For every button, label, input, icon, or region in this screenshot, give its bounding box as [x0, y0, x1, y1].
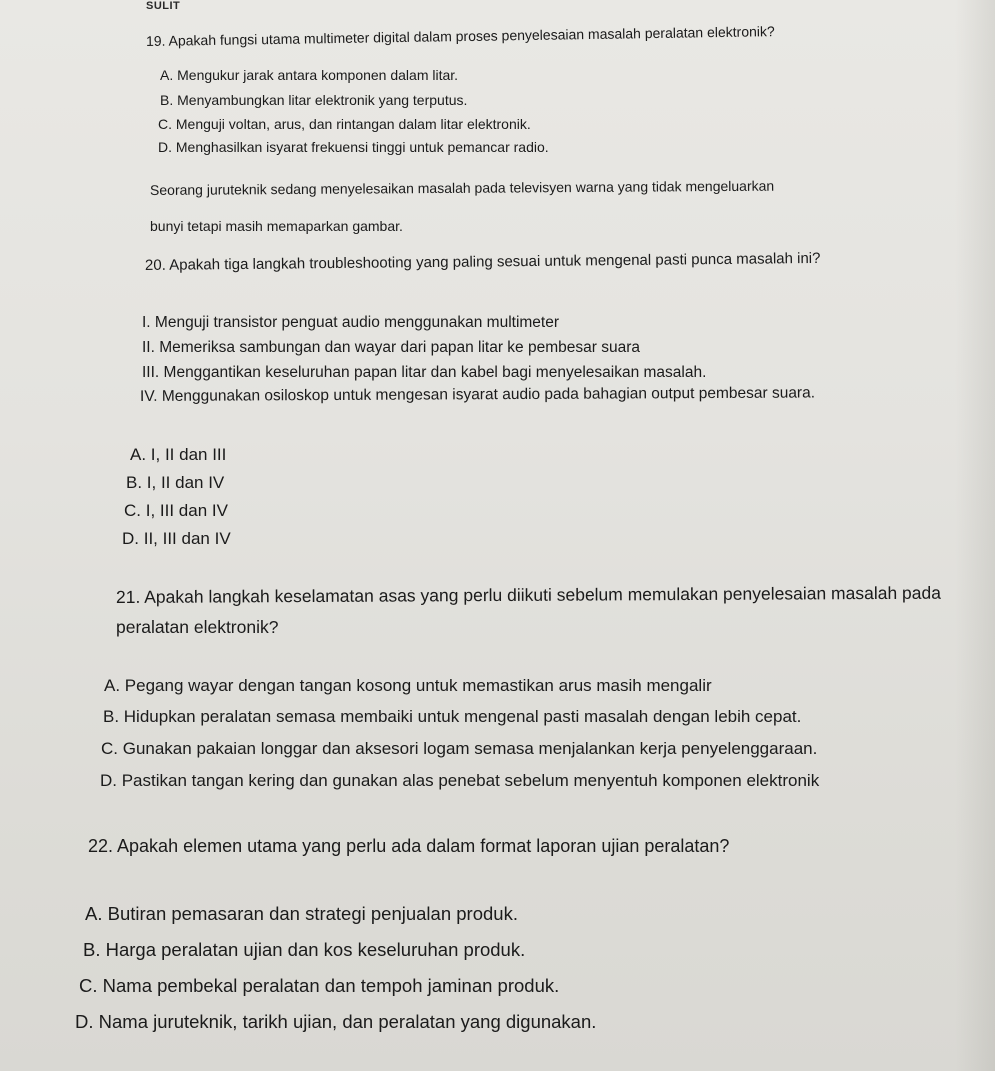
q21-option-c: C. Gunakan pakaian longgar dan aksesori logam semasa menjalankan kerja penyelenggaraan. — [101, 739, 818, 758]
q21-option-b: B. Hidupkan peralatan semasa membaiki untuk mengenal pasti masalah dengan lebih cepat. — [103, 707, 802, 726]
q21-option-a: A. Pegang wayar dengan tangan kosong untuk memastikan arus masih mengalir — [104, 676, 712, 695]
q20-step-4: IV. Menggunakan osiloskop untuk mengesan isyarat audio pada bahagian output pembesar suara. — [139, 384, 816, 405]
q22-option-d: D. Nama juruteknik, tarikh ujian, dan peralatan yang digunakan. — [75, 1011, 597, 1032]
header-mark: SULIT — [146, 0, 181, 12]
q19-option-c: C. Menguji voltan, arus, dan rintangan dalam litar elektronik. — [158, 116, 531, 132]
question-19: 19. Apakah fungsi utama multimeter digital dalam proses penyelesaian masalah peralatan elektronik? — [145, 23, 775, 49]
question-21-line-1: 21. Apakah langkah keselamatan asas yang perlu diikuti sebelum memulakan penyelesaian masalah pada — [115, 582, 942, 607]
q19-option-d: D. Menghasilkan isyarat frekuensi tinggi untuk pemancar radio. — [158, 139, 549, 155]
q20-step-2: II. Memeriksa sambungan dan wayar dari papan litar ke pembesar suara — [142, 339, 640, 356]
q20-option-a: A. I, II dan III — [130, 445, 227, 464]
q20-option-b: B. I, II dan IV — [126, 473, 225, 492]
scenario-line-1: Seorang juruteknik sedang menyelesaikan masalah pada televisyen warna yang tidak mengeluarkan — [149, 177, 775, 198]
q19-option-b: B. Menyambungkan litar elektronik yang terputus. — [160, 92, 468, 108]
scenario-line-2: bunyi tetapi masih memaparkan gambar. — [150, 218, 403, 234]
q20-step-1: I. Menguji transistor penguat audio menggunakan multimeter — [142, 314, 560, 331]
q21-option-d: D. Pastikan tangan kering dan gunakan alas penebat sebelum menyentuh komponen elektronik — [100, 771, 820, 790]
q20-option-d: D. II, III dan IV — [122, 529, 231, 548]
q20-step-3: III. Menggantikan keseluruhan papan litar dan kabel bagi menyelesaikan masalah. — [142, 364, 707, 381]
paper-edge-shadow — [955, 0, 995, 1071]
q20-option-c: C. I, III dan IV — [124, 501, 228, 520]
question-21-line-2: peralatan elektronik? — [116, 617, 279, 637]
q22-option-b: B. Harga peralatan ujian dan kos keseluruhan produk. — [83, 939, 526, 960]
question-20: 20. Apakah tiga langkah troubleshooting yang paling sesuai untuk mengenal pasti punca masalah ini? — [144, 249, 821, 274]
question-22: 22. Apakah elemen utama yang perlu ada dalam format laporan ujian peralatan? — [88, 836, 730, 856]
q22-option-c: C. Nama pembekal peralatan dan tempoh jaminan produk. — [79, 975, 560, 996]
q22-option-a: A. Butiran pemasaran dan strategi penjualan produk. — [85, 903, 518, 924]
q19-option-a: A. Mengukur jarak antara komponen dalam litar. — [160, 67, 459, 83]
